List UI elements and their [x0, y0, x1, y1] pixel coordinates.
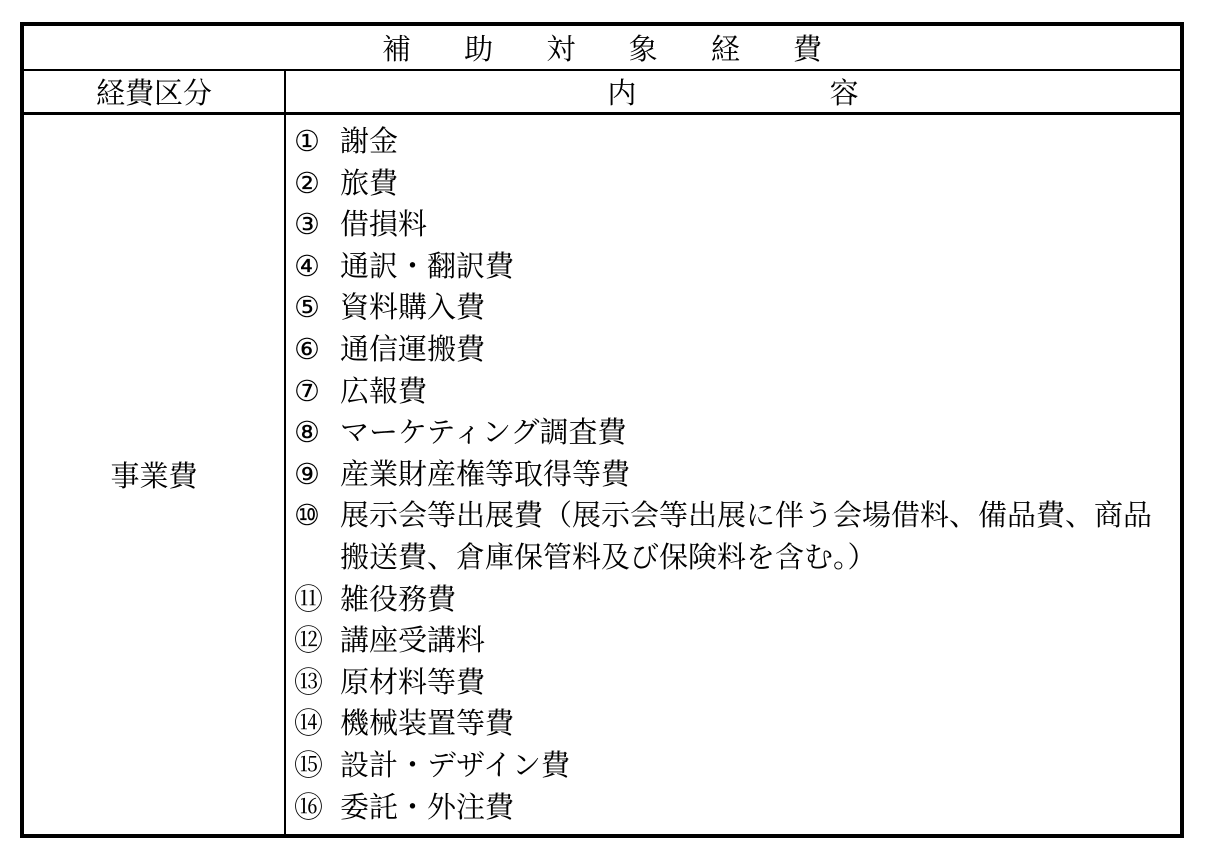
item-number: ⑮ [294, 747, 324, 782]
item-text: 旅費 [340, 165, 399, 200]
list-item [294, 495, 1180, 578]
item-number: ② [294, 165, 320, 200]
header-row [24, 71, 1180, 115]
list-item [294, 454, 1180, 496]
list-item [294, 787, 1180, 829]
table-title: 補 助 対 象 経 費 [24, 26, 1180, 71]
list-item [294, 662, 1180, 704]
item-number: ⑪ [294, 581, 324, 616]
item-number: ① [294, 124, 320, 158]
item-number: ⑨ [294, 456, 320, 491]
list-item [294, 287, 1180, 329]
list-item [294, 371, 1180, 413]
item-number: ③ [294, 207, 320, 242]
category-cell: 事業費 [24, 115, 286, 834]
list-item [294, 579, 1180, 621]
item-text: 資料購入費 [340, 290, 486, 325]
item-number: ④ [294, 248, 320, 283]
item-number: ⑩ [294, 498, 320, 533]
item-text: 講座受講料 [340, 623, 486, 658]
item-number: ⑧ [294, 415, 320, 450]
list-item [294, 246, 1180, 288]
expense-table [20, 22, 1184, 838]
item-number: ⑯ [294, 789, 324, 824]
content-cell [286, 115, 1180, 834]
item-number: ⑤ [294, 290, 320, 325]
item-text: 産業財産権等取得等費 [340, 456, 631, 491]
item-number: ⑭ [294, 706, 324, 741]
item-text: 借損料 [340, 207, 428, 242]
header-content: 内 容 [607, 76, 951, 110]
list-item [294, 121, 1180, 163]
list-item [294, 412, 1180, 454]
item-text: 原材料等費 [340, 664, 486, 699]
body-row [24, 115, 1180, 834]
item-text: 謝金 [340, 124, 399, 158]
list-item [294, 204, 1180, 246]
list-item [294, 329, 1180, 371]
list-item [294, 163, 1180, 205]
item-text: 通訳・翻訳費 [340, 248, 515, 283]
item-number: ⑥ [294, 331, 320, 366]
list-item [294, 745, 1180, 787]
item-text: 広報費 [340, 373, 428, 408]
item-text: 展示会等出展費（展示会等出展に伴う会場借料、備品費、商品搬送費、倉庫保管料及び保険料を含む。） [340, 498, 1153, 574]
list-item [294, 620, 1180, 662]
item-text: 通信運搬費 [340, 331, 486, 366]
header-category: 経費区分 [24, 71, 286, 112]
item-number: ⑦ [294, 373, 320, 408]
item-number: ⑫ [294, 623, 324, 658]
item-text: 委託・外注費 [340, 789, 515, 824]
list-item [294, 703, 1180, 745]
item-number: ⑬ [294, 664, 324, 699]
item-text: マーケティング調査費 [340, 415, 627, 450]
item-text: 雑役務費 [340, 581, 457, 616]
item-text: 機械装置等費 [340, 706, 515, 741]
item-text: 設計・デザイン費 [340, 747, 570, 782]
